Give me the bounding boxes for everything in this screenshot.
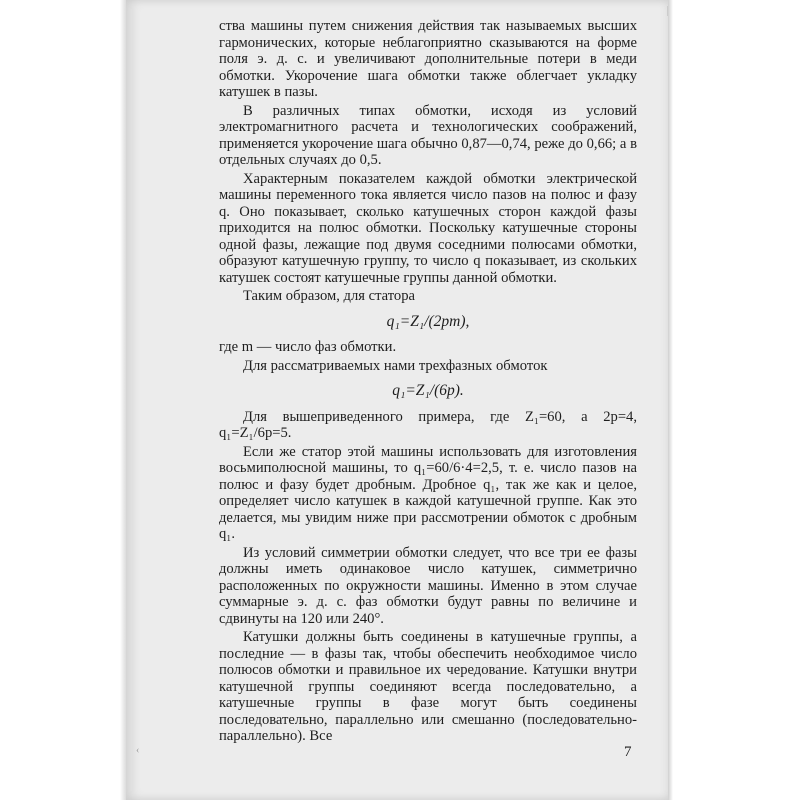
paragraph-1: ства машины путем снижения действия так называемых высших гармонических, которые неблагоприятно сказываются на форме поля э. д. с. и увеличивают дополнительные потери в меди обмотки. Укорочение шага обмотки также облегчает укладку катушек в пазы.: [219, 18, 637, 100]
formula-three-phase-q: q₁=Z₁/(6p).: [392, 382, 464, 399]
page-body-text: [219, 18, 637, 747]
paragraph-symmetry: Из условий симметрии обмотки следует, что все три ее фазы должны иметь одинаковое число катушек, симметрично расположенных по окружности машины. Именно в этом случае суммарные э. д. с. фаз обмотки будут равны по величине и сдвинуты на 120 или 240°.: [219, 544, 637, 627]
paragraph-example: Для вышеприведенного примера, где Z₁=60, а 2p=4, q₁=Z₁/6p=5.: [219, 408, 637, 441]
formula-stator-q: q₁=Z₁/(2pm),: [386, 312, 470, 330]
paragraph-2: В различных типах обмотки, исходя из условий электромагнитного расчета и технологических соображений, применяется укорочение шага обычно 0,87—0,74, реже до 0,66; а в отдельных случаях до 0,5.: [219, 102, 637, 168]
formula-note: где m — число фаз обмотки.: [219, 339, 397, 355]
paragraph-three-phase: Для рассматриваемых нами трехфазных обмоток: [243, 357, 548, 374]
paragraph-3: Характерным показателем каждой обмотки электрической машины переменного тока является число пазов на полюс и фазу q. Оно показывает, сколько катушечных сторон каждой фазы приходится на полюс обмотки. Поскольку катушечные стороны одной фазы, лежащие под двумя соседними полюсами обмотки, образуют катушечную группу, то число q показывает, из скольких катушек состоят катушечные группы данной обмотки.: [219, 170, 637, 286]
page-number: 7: [624, 744, 632, 760]
paragraph-4: Таким образом, для статора: [243, 288, 415, 304]
right-scan-shadow: [668, 0, 673, 800]
paragraph-coil-connection: Катушки должны быть соединены в катушечные группы, а последние — в фазы так, чтобы обеспечить необходимое число полюсов обмотки и правильное их чередование. Катушки внутри катушечной группы соединяют всегда последовательно, а катушечные группы в фазе могут быть соединены последовательно, параллельно или смешанно (последовательно-параллельно). Все: [219, 629, 637, 744]
paragraph-eight-pole: Если же статор этой машины использовать для изготовления восьмиполюсной машины, то q₁=60/6·4=2,5, т. е. число пазов на полюс и фазу будет дробным. Дробное q₁, так же как и целое, определяет число катушек в каждой катушечной группе. Как это делается, мы увидим ниже при рассмотрении обмоток с дробным q₁.: [219, 443, 637, 542]
book-page: [126, 0, 670, 800]
margin-mark: ‹: [136, 745, 140, 756]
